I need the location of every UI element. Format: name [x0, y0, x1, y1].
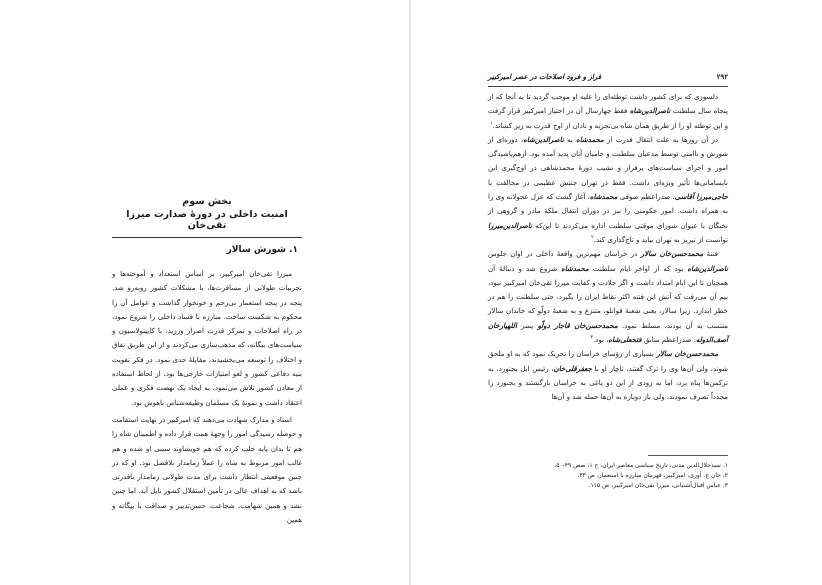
text-run: فتنهٔ	[703, 250, 718, 259]
text-run: ، صدراعظم سابق	[641, 336, 696, 345]
body-paragraph	[488, 133, 728, 247]
subsection-heading: ۱. شورش سالار	[226, 245, 298, 255]
emphasized-name: ناصرالدین‌شاه	[687, 263, 728, 273]
body-paragraph	[488, 90, 728, 133]
emphasized-name: محمدحسن‌خان سالار	[656, 349, 718, 359]
text-run: بسیاری از رؤسای خراسان را تحریک نمود که به او ملحق شوند، ولی آن‌ها وی را ترک گفتند، تاچار او با	[488, 350, 728, 373]
left-body-text	[112, 267, 302, 530]
footnote: ۱. سیدجلال‌الدین مدنی، تاریخ سیاسی معاصر ایران، ج ۱، صص ۴۹-۵۰.	[554, 462, 728, 469]
text-run: پسر	[516, 321, 538, 330]
section-label: بخش سوم	[182, 196, 232, 207]
text-run: در آن روزها به علت انتقال قدرت از	[603, 135, 718, 144]
footnote: ۳. عباس اقبال‌آشتیانی، میرزا تقی‌خان امیرکبیر، ص ۱۱۵.	[588, 482, 728, 489]
page-number: ۲۹۲	[716, 72, 728, 81]
text-run: به	[563, 135, 577, 144]
section-title: امنیت داخلی در دورهٔ صدارت میرزا تقی‌خان	[126, 209, 288, 231]
emphasized-name: اللهیارخان آصف‌الدوله	[488, 320, 728, 345]
text-run: ، آغاز گشت که عزل عجولانه وی را به همراه داشت. امور حکومتی را نیز در دوران انتقال ملکهٔ مادر و گروهی از نخبگان با عنوان شورای موقتی سلطنت اداره می‌کردند تا این‌که	[488, 193, 728, 230]
text-run: ، بود.	[593, 336, 609, 345]
text-run: فقط چهارسال آن در اختیار امیرکبیر قرار گرفت و این توطئه او را از طریق همان شاه بی‌تجربه و نادان از اوج قدرت به زیر کشاند.	[488, 107, 728, 130]
text-run: ، دوره‌ای از شورش و ناامنی توسط مدعیان سلطنت و حامیان آنان پدید آمده بود. ازهم‌پاشیدگی امور و اجرای سیاست‌های پرفراز و نشیب دورهٔ محمدشاهی در اوج‌گیری این نابسامانی‌ها تأثیر ویژه‌ای داشت. فقط در تهران جنبش عظیمی در مخالفت با	[488, 135, 728, 187]
footnote-marker: ۲	[591, 234, 594, 241]
emphasized-name: محمدشاه	[589, 192, 618, 202]
right-body-text	[488, 90, 728, 405]
body-paragraph	[488, 247, 728, 347]
header-divider	[488, 86, 728, 87]
footnote-divider	[648, 455, 728, 456]
footnote: ۲. خان ج. آوری، امیرکبیر، قهرمان مبارزه با استعمار، ص ۳۳.	[577, 472, 728, 479]
body-paragraph	[488, 347, 728, 404]
text-run: توانست از تبریز به تهران بیاید و تاج‌گذاری کند.	[593, 235, 728, 244]
text-run: شروع شد و دنبالهٔ آن همچنان تا این ایام امتداد داشت و اگر جلادت و کفایت میرزا تقی‌خان امیرکبیر نبود، بیم آن می‌رفت که آتش این فتنه اکثر نقاط ایران را بگیرد، حتی سلطنت را هم در خطر اندازد. زیرا سالار، یعنی شعبهٔ قوانلو، متنزع و به شعبهٔ دولّو که خاندان سالار منتسب به آن بودند، مسلط نمود.	[488, 264, 728, 330]
text-run: ، رئیس ایل بجنورد، به ترکمن‌ها پناه برد، اما به زودی از این دو یاغی به خراسان بازگشتند و بجنورد را مجدداً تصرف نمودند، ولی باز دوباره به آن‌ها حمله شد و آن‌ها	[488, 364, 728, 402]
running-title: فراز و فرود اصلاحات در عصر امیرکبیر	[488, 72, 602, 81]
emphasized-name: محمدشاه	[561, 263, 589, 273]
emphasized-name: فتحعلی‌شاه	[608, 335, 642, 345]
text-run: ، صدراعظم صوفی	[617, 193, 675, 202]
emphasized-name: ناصرالدین‌میرزا	[488, 220, 532, 230]
text-run: در خراسان مهم‌ترین واقعهٔ داخلی در اوان جلوس	[488, 250, 641, 259]
footnotes	[488, 461, 728, 491]
running-header	[488, 72, 728, 84]
text-run: دلسوزی که برای کشور داشت توطئه‌ای را علیه او موجب گردید تا به آنجا که از پنجاه سال سلطنت	[488, 93, 728, 116]
footnote-marker: ۳	[590, 334, 594, 341]
text-run: بود که از اواخر ایام سلطنت	[588, 264, 688, 273]
footnote-marker: ۱	[489, 120, 493, 127]
emphasized-name: جعفرقلی‌خان	[553, 363, 592, 373]
emphasized-name: محمدحسن‌خان سالار	[640, 249, 704, 259]
body-paragraph: اسناد و مدارک شهادت می‌دهند که امیرکبیر در نهایت استقامت و حوصله رسیدگی امور را وجههٔ همت قرار داده و اطمینان شاه را هم تا بدان پایه جلب کرده که هم خویشاوند سببی او شده و هم غالب امور مربوط به شاه را عملاً زمامدار بلافصل بود. او که در چنین موقعیتی انتظار داشت برای مدت طولانی زمامدار باقدرتی باشد که به اهداف عالی در تأمین استقلال کشور نایل آید. اما چنین نشد و همین شهامت، شجاعت، حسن‌تدبیر و صداقت با بیگانه و همین	[112, 415, 302, 525]
body-paragraph: میرزا تقی‌خان امیرکبیر، بر اساس استعداد و آموخته‌ها و تجربیات طولانی از مسافرت‌ها، با مشکلات کشور روبه‌رو شد. پنجه در پنجه استعمار بی‌رحم و خونخوار گذاشت و عوامل آن را محکوم به شکست ساخت. مبارزه با فساد داخلی را شروع نمود، در راه اصلاحات و تمرکز قدرت اصرار ورزید، با کاپیتولاسیون و سیاست‌های بیگانه، که مذهب‌سازی می‌کردند و از این طریق نفاق و اختلاف را توسعه می‌بخشیدند، مقابلهٔ جدی نمود. در فکر تقویت بنیه دفاعی کشور و لغو امتیازات خارجی‌ها بود، از لحاظ استفاده از معادن کشور تلاش می‌نمود، به ایجاد یک نهضت فکری و عملی اعتقاد داشت و نمونهٔ یک مسلمان وظیفه‌شناس باهوش بود.	[112, 270, 302, 407]
section-divider	[112, 237, 302, 238]
emphasized-name: محمدحسن‌خان قاجار دولّو	[537, 320, 618, 330]
left-page	[0, 0, 410, 585]
emphasized-name: محمدشاه	[576, 134, 604, 144]
emphasized-name: ناصرالدین‌شاه	[523, 134, 564, 144]
emphasized-name: ناصرالدین‌شاه	[629, 106, 671, 116]
section-heading	[112, 196, 302, 238]
emphasized-name: حاجی‌میرزا آقاسی	[674, 192, 729, 202]
